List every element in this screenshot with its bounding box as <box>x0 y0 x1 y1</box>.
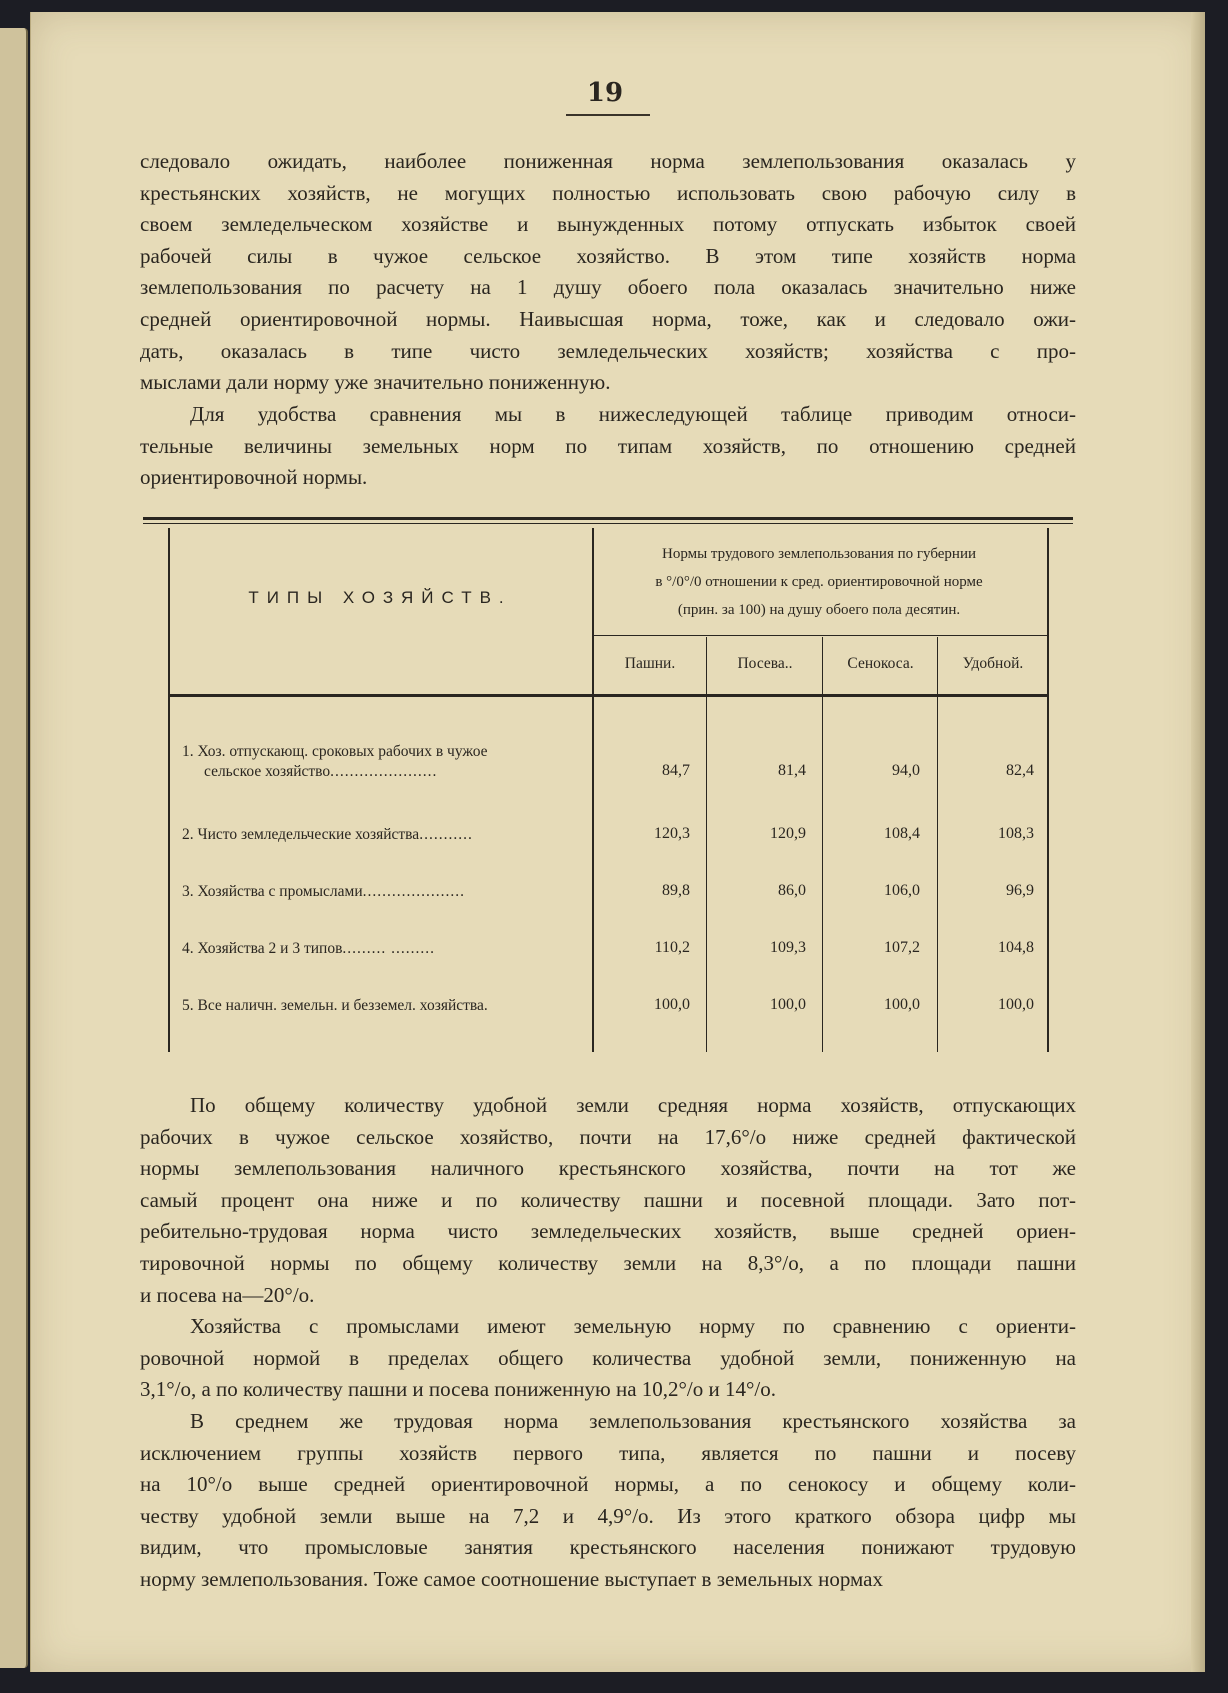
table-cell: 81,4 <box>778 762 806 779</box>
col-head-sown: Посева.. <box>737 655 793 672</box>
row-label-line: 2. Чисто земледельческие хозяйства........... <box>182 826 473 843</box>
header-bottom-rule <box>170 694 1047 697</box>
table-cell: 96,9 <box>1006 882 1034 899</box>
paragraph-2 <box>140 399 1076 494</box>
table-cell: 110,2 <box>654 939 690 956</box>
table-cell: 107,2 <box>884 939 920 956</box>
text-line: землепользования по расчету на 1 душу обоего пола оказалась значительно ниже <box>140 275 1076 300</box>
table-divider <box>592 528 594 1052</box>
col-divider-1 <box>706 637 707 1052</box>
row-label <box>182 825 586 845</box>
row-label-line: 3. Хозяйства с промыслами..................... <box>182 883 465 900</box>
text-line: рабочих в чужое сельское хозяйство, почти на 17,6°/о ниже средней фактической <box>140 1124 1076 1149</box>
leader-dots: ...................... <box>330 763 438 780</box>
row-label-line: 5. Все наличн. земельн. и безземел. хозяйства. <box>182 997 488 1014</box>
types-header: ТИПЫ ХОЗЯЙСТВ. <box>248 588 512 607</box>
text-line: на 10°/о выше средней ориентировочной нормы, а по сенокосу и общему коли- <box>140 1472 1076 1497</box>
text-line: крестьянских хозяйств, не могущих полностью использовать свою рабочую силу в <box>140 180 1076 205</box>
text-line: Для удобства сравнения мы в нижеследующей таблице приводим относи- <box>190 402 1076 426</box>
col-head-arable: Пашни. <box>624 655 676 672</box>
paragraph-1 <box>140 146 1076 399</box>
col-head-hayfield: Сенокоса. <box>847 655 914 672</box>
table-cell: 109,3 <box>770 939 806 956</box>
text-line: 3,1°/о, а по количеству пашни и посева пониженную на 10,2°/о и 14°/о. <box>140 1377 776 1402</box>
leader-dots: ..................... <box>362 883 465 900</box>
text-line: тельные величины земельных норм по типам хозяйств, по отношению средней <box>140 433 1076 458</box>
table-cell: 89,8 <box>662 882 690 899</box>
table-top-rule <box>143 517 1073 520</box>
norms-header <box>598 540 1040 624</box>
norms-header-line: (прин. за 100) на душу обоего пола десятин. <box>677 602 961 618</box>
table-top-rule-thin <box>143 523 1073 524</box>
table-cell: 100,0 <box>654 996 690 1013</box>
row-label <box>182 939 586 959</box>
row-label <box>182 996 586 1016</box>
leader-dots: ......... ......... <box>342 940 436 957</box>
page-edge-shadow <box>1191 12 1205 1672</box>
leader-dots: ........... <box>419 826 473 843</box>
text-line: самый процент она ниже и по количеству пашни и посевной площади. Зато пот- <box>140 1187 1076 1212</box>
text-line: мыслами дали норму уже значительно пониженную. <box>140 370 611 395</box>
table-cell: 100,0 <box>884 996 920 1013</box>
page-number-rule <box>566 114 650 116</box>
text-line: дать, оказалась в типе чисто земледельческих хозяйств; хозяйства с про- <box>140 338 1076 363</box>
table-cell: 120,3 <box>654 825 690 842</box>
text-line: честву удобной земли выше на 7,2 и 4,9°/о. Из этого краткого обзора цифр мы <box>140 1503 1076 1528</box>
row-label <box>182 742 586 782</box>
table-cell: 100,0 <box>770 996 806 1013</box>
norms-header-line: Нормы трудового землепользования по губернии <box>661 546 977 562</box>
text-line: норму землепользования. Тоже самое соотношение выступает в земельных нормах <box>140 1566 883 1591</box>
text-line: рабочей силы в чужое сельское хозяйство. В этом типе хозяйств норма <box>140 243 1076 268</box>
text-line: исключением группы хозяйств первого типа, является по пашни и посеву <box>140 1440 1076 1465</box>
paragraph-3 <box>140 1090 1076 1311</box>
text-line: следовало ожидать, наиболее пониженная норма землепользования оказалась у <box>140 149 1076 173</box>
text-line: ребительно-трудовая норма чисто земледельческих хозяйств, выше средней ориен- <box>140 1219 1076 1244</box>
text-line: нормы землепользования наличного крестьянского хозяйства, почти на тот же <box>140 1156 1076 1181</box>
table-cell: 82,4 <box>1006 762 1034 779</box>
text-line: средней ориентировочной нормы. Наивысшая норма, тоже, как и следовало ожи- <box>140 306 1076 331</box>
paragraph-4 <box>140 1311 1076 1406</box>
row-label-line <box>182 762 586 782</box>
header-subrule <box>594 635 1047 636</box>
text-line: Хозяйства с промыслами имеют земельную норму по сравнению с ориенти- <box>190 1314 1076 1338</box>
page-number: 19 <box>586 78 624 108</box>
table-cell: 94,0 <box>892 762 920 779</box>
text-line: и посева на—20°/о. <box>140 1282 315 1307</box>
table-cell: 100,0 <box>998 996 1034 1013</box>
text-line: В среднем же трудовая норма землепользования крестьянского хозяйства за <box>190 1409 1076 1433</box>
text-line: По общему количеству удобной земли средняя норма хозяйств, отпускающих <box>190 1093 1076 1117</box>
row-label-line: 4. Хозяйства 2 и 3 типов......... ......... <box>182 940 436 957</box>
paragraph-5 <box>140 1406 1076 1596</box>
table-cell: 104,8 <box>998 939 1034 956</box>
text-line: ориентировочной нормы. <box>140 465 368 490</box>
table-right-border <box>1047 528 1049 1052</box>
table-cell: 84,7 <box>662 762 690 779</box>
col-divider-3 <box>937 637 938 1052</box>
row-label-text: сельское хозяйство <box>204 763 331 780</box>
table-cell: 120,9 <box>770 825 806 842</box>
table-cell: 108,3 <box>998 825 1034 842</box>
table-cell: 106,0 <box>884 882 920 899</box>
text-line: ровочной нормой в пределах общего количества удобной земли, пониженную на <box>140 1345 1076 1370</box>
table-cell: 86,0 <box>778 882 806 899</box>
row-label <box>182 882 586 902</box>
table-cell: 108,4 <box>884 825 920 842</box>
text-line: видим, что промысловые занятия крестьянского населения понижают трудовую <box>140 1535 1076 1560</box>
col-head-usable: Удобной. <box>962 655 1024 672</box>
text-line: тировочной нормы по общему количеству земли на 8,3°/о, а по площади пашни <box>140 1250 1076 1275</box>
text-line: своем земледельческом хозяйстве и вынужденных потому отпускать избыток своей <box>140 212 1076 237</box>
adjacent-page-edge <box>0 28 28 1668</box>
col-divider-2 <box>822 637 823 1052</box>
norms-header-line: в °/0°/0 отношении к сред. ориентировочной норме <box>655 574 983 590</box>
row-label-line: 1. Хоз. отпускающ. сроковых рабочих в чужое <box>182 743 488 760</box>
